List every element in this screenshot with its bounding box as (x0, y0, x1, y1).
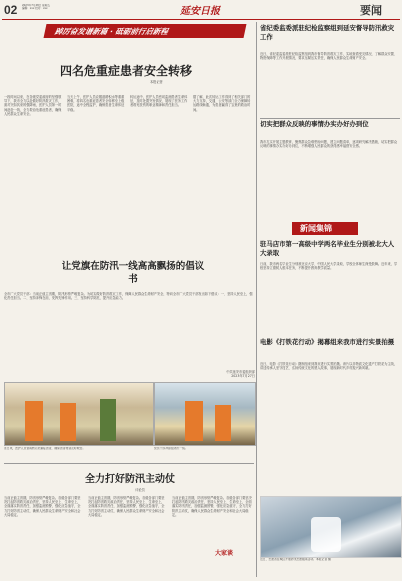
section-label: 要闻 (360, 4, 382, 17)
right-news2-headline: 电影《打铁花行动》揭幕组来我市进行实景拍摄 (260, 338, 395, 346)
left-body-col4: 据了解，此次转运工作得到了相关部门的大力支持，交通、公安等部门全力保障转运路线畅通，为患者赢得了宝贵的救治时间。 (193, 95, 251, 112)
right-mid-body: 我市扎实开展主题教育，聚焦群众急难愁盼问题，建立问题清单，逐项研究解决措施，切实把群众反映的事情办实办好办到位，不断增强人民群众的获得感幸福感安全感。 (260, 140, 398, 149)
rescue-worker-figure (25, 401, 43, 441)
bottom-body-col3: 当前正值主汛期，防汛形势严峻复杂。各级各部门要坚决扛起防汛救灾政治责任，坚持人民至上、生命至上，全面落实防汛责任，加强监测预警，强化应急值守，全力打好防汛主动仗，确保人民群众生命财产安全和社会大局稳定。 (172, 496, 252, 517)
banner-text: 踔厉奋发谱新篇 · 砥砺前行启新程 (53, 27, 169, 36)
bottom-headline: 全力打好防汛主动仗 (85, 474, 175, 485)
right-top-body: 近日，省纪委监委派驻纪检监察组到我市督导防汛救灾工作，实地查看受灾情况，了解群众安置、物资保障等工作开展情况，要求压紧压实责任，确保人民群众生命财产安全。 (260, 52, 398, 61)
rescue-worker-figure (100, 399, 116, 441)
right-news1-headline: 驻马店市第一高级中学两名毕业生分别被北大人大录取 (260, 240, 395, 257)
news-box-title-text: 新闻集锦 (300, 223, 332, 233)
initiative-body: 全市广大党员干部：当前正值主汛期，防汛形势严峻复杂。为切实做好防汛救灾工作，保障人民群众生命财产安全，特向全市广大党员干部发出如下倡议：一、坚持人民至上，强化责任担当。二、坚持冲锋在前，发挥先锋作用。三、坚持科学防范，提升应急能力。 (4, 292, 253, 301)
left-banner (44, 24, 247, 38)
initiative-title: 让党旗在防汛一线高高飘扬的倡议书 (61, 261, 205, 285)
header-rule (2, 19, 400, 20)
right-news2-body: 近日，电影《打铁花行动》摄制组来到我市进行实景拍摄。该片以非物质文化遗产打铁花为主线，讲述传承人坚守技艺、弘扬传统文化的感人故事，展现新时代乡村振兴新风貌。 (260, 362, 398, 371)
bottom-photo-caption: 近日，志愿者在城区开展防汛志愿服务活动。本报记者 摄 (260, 558, 331, 561)
photo-caption-right: 党员干部冲锋在防汛一线。 (154, 447, 188, 450)
initiative-signature: 中共延安市委组织部 2023年7月27日 (226, 370, 255, 379)
left-body-col1: 一段时间以来，在各级党委政府的坚强领导下，我市全力以赴做好防汛救灾工作，面对突如其来的强降雨，医护人员第一时间赶赴一线，全力救治危重症患者，确保人民群众生命安全。 (4, 95, 62, 116)
left-byline: 本报记者 (150, 80, 163, 84)
discussion-stamp: 大家谈 (215, 550, 234, 557)
right-news1-body: 日前，我市两名毕业生分别被北京大学、中国人民大学录取，学校全体师生深受鼓舞。近年来，学校坚持立德树人根本任务，不断提升教育教学质量。 (260, 262, 398, 271)
news-box-title (292, 222, 358, 235)
rescue-worker-figure (185, 401, 203, 441)
bottom-rule (4, 463, 254, 464)
bottom-body-col1: 当前正值主汛期，防汛形势严峻复杂。各级各部门要坚决扛起防汛救灾政治责任，坚持人民至上、生命至上，全面落实防汛责任，加强监测预警，强化应急值守，全力打好防汛主动仗，确保人民群众生命财产安全和社会大局稳定。 (4, 496, 81, 517)
left-body-col2: 当天上午，医护人员克服道路积水等重重困难，将四名危重症患者安全转移至上级医院，途中全程监护，确保患者生命体征平稳。 (67, 95, 125, 112)
rescue-worker-figure (60, 403, 76, 441)
right-top-rule (260, 118, 400, 119)
page-number: 02 (4, 3, 18, 17)
rescue-worker-figure (215, 405, 231, 441)
column-divider (256, 22, 257, 577)
left-body-col3: 转运途中，医护人员密切监测患者生命体征，及时处置突发情况，展现了医务工作者救死扶伤的职业精神和责任担当。 (130, 95, 188, 108)
masthead: 延安日报 (180, 6, 220, 17)
bottom-right-photo (260, 496, 402, 558)
photo-figure (311, 517, 341, 552)
bottom-body-col2: 当前正值主汛期，防汛形势严峻复杂。各级各部门要坚决扛起防汛救灾政治责任，坚持人民至上、生命至上，全面落实防汛责任，加强监测预警，强化应急值守，全力打好防汛主动仗，确保人民群众生命财产安全和社会大局稳定。 (88, 496, 165, 517)
flood-rescue-photo-left (4, 382, 154, 446)
left-headline: 四名危重症患者安全转移 (60, 64, 193, 78)
date-info: 2023年7月28日 星期五 编辑：xxx 校对：xxx (22, 4, 50, 11)
right-top-headline: 省纪委监委派驻纪检监察组到延安督导防汛救灾工作 (260, 24, 395, 41)
flood-rescue-photo-right (154, 382, 256, 446)
right-mid-headline: 切实把群众反映的事情办实办好办到位 (260, 120, 369, 128)
photo-caption-left: 连日来，医护人员冒雨转运危重症患者，确保患者得到及时救治。 (4, 447, 86, 450)
bottom-byline: 评论员 (135, 488, 145, 492)
